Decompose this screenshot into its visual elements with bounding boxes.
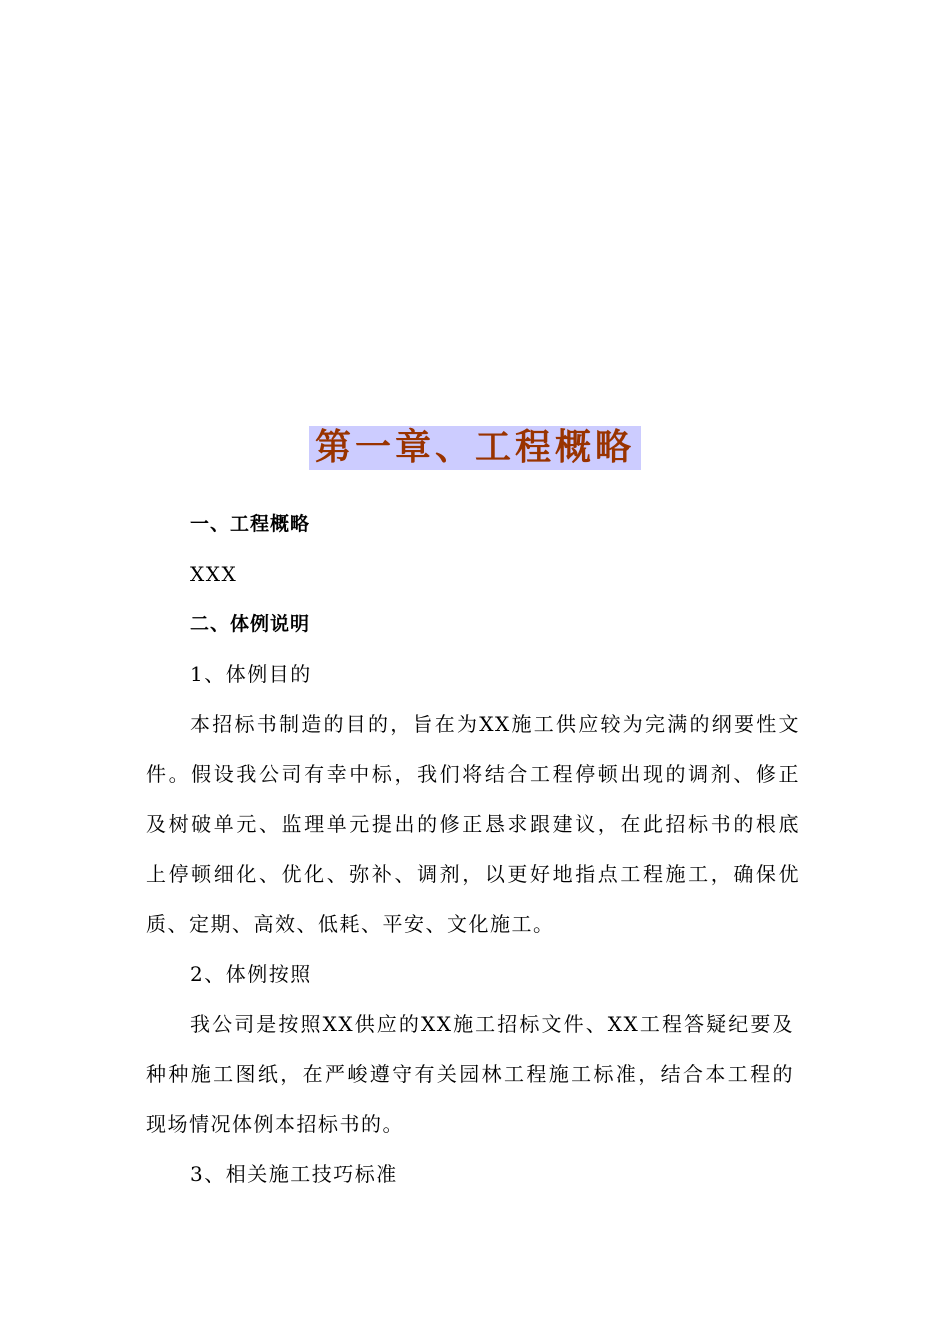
subsection-heading-purpose: 1、体例目的	[190, 662, 312, 686]
overview-content: XXX	[190, 562, 238, 586]
basis-paragraph-line-2: 种种施工图纸，在严峻遵守有关园林工程施工标准，结合本工程的	[146, 1062, 794, 1086]
basis-paragraph-line-1: 我公司是按照XX供应的XX施工招标文件、XX工程答疑纪要及	[190, 1012, 794, 1036]
purpose-paragraph-line-3: 及树破单元、监理单元提出的修正恳求跟建议，在此招标书的根底	[146, 812, 800, 836]
purpose-paragraph-line-2: 件。假设我公司有幸中标，我们将结合工程停顿出现的调剂、修正	[146, 762, 800, 786]
purpose-paragraph-line-4: 上停顿细化、优化、弥补、调剂，以更好地指点工程施工，确保优	[146, 862, 800, 886]
chapter-title: 第一章、工程概略	[309, 426, 641, 470]
section-heading-overview: 一、工程概略	[190, 513, 311, 535]
purpose-paragraph-line-5: 质、定期、高效、低耗、平安、文化施工。	[146, 912, 555, 936]
purpose-paragraph-line-1: 本招标书制造的目的，旨在为XX施工供应较为完满的纲要性文	[190, 712, 800, 736]
subsection-heading-standards: 3、相关施工技巧标准	[190, 1162, 398, 1186]
basis-paragraph-line-3: 现场情况体例本招标书的。	[146, 1112, 404, 1136]
subsection-heading-basis: 2、体例按照	[190, 962, 312, 986]
section-heading-compilation: 二、体例说明	[190, 613, 311, 635]
